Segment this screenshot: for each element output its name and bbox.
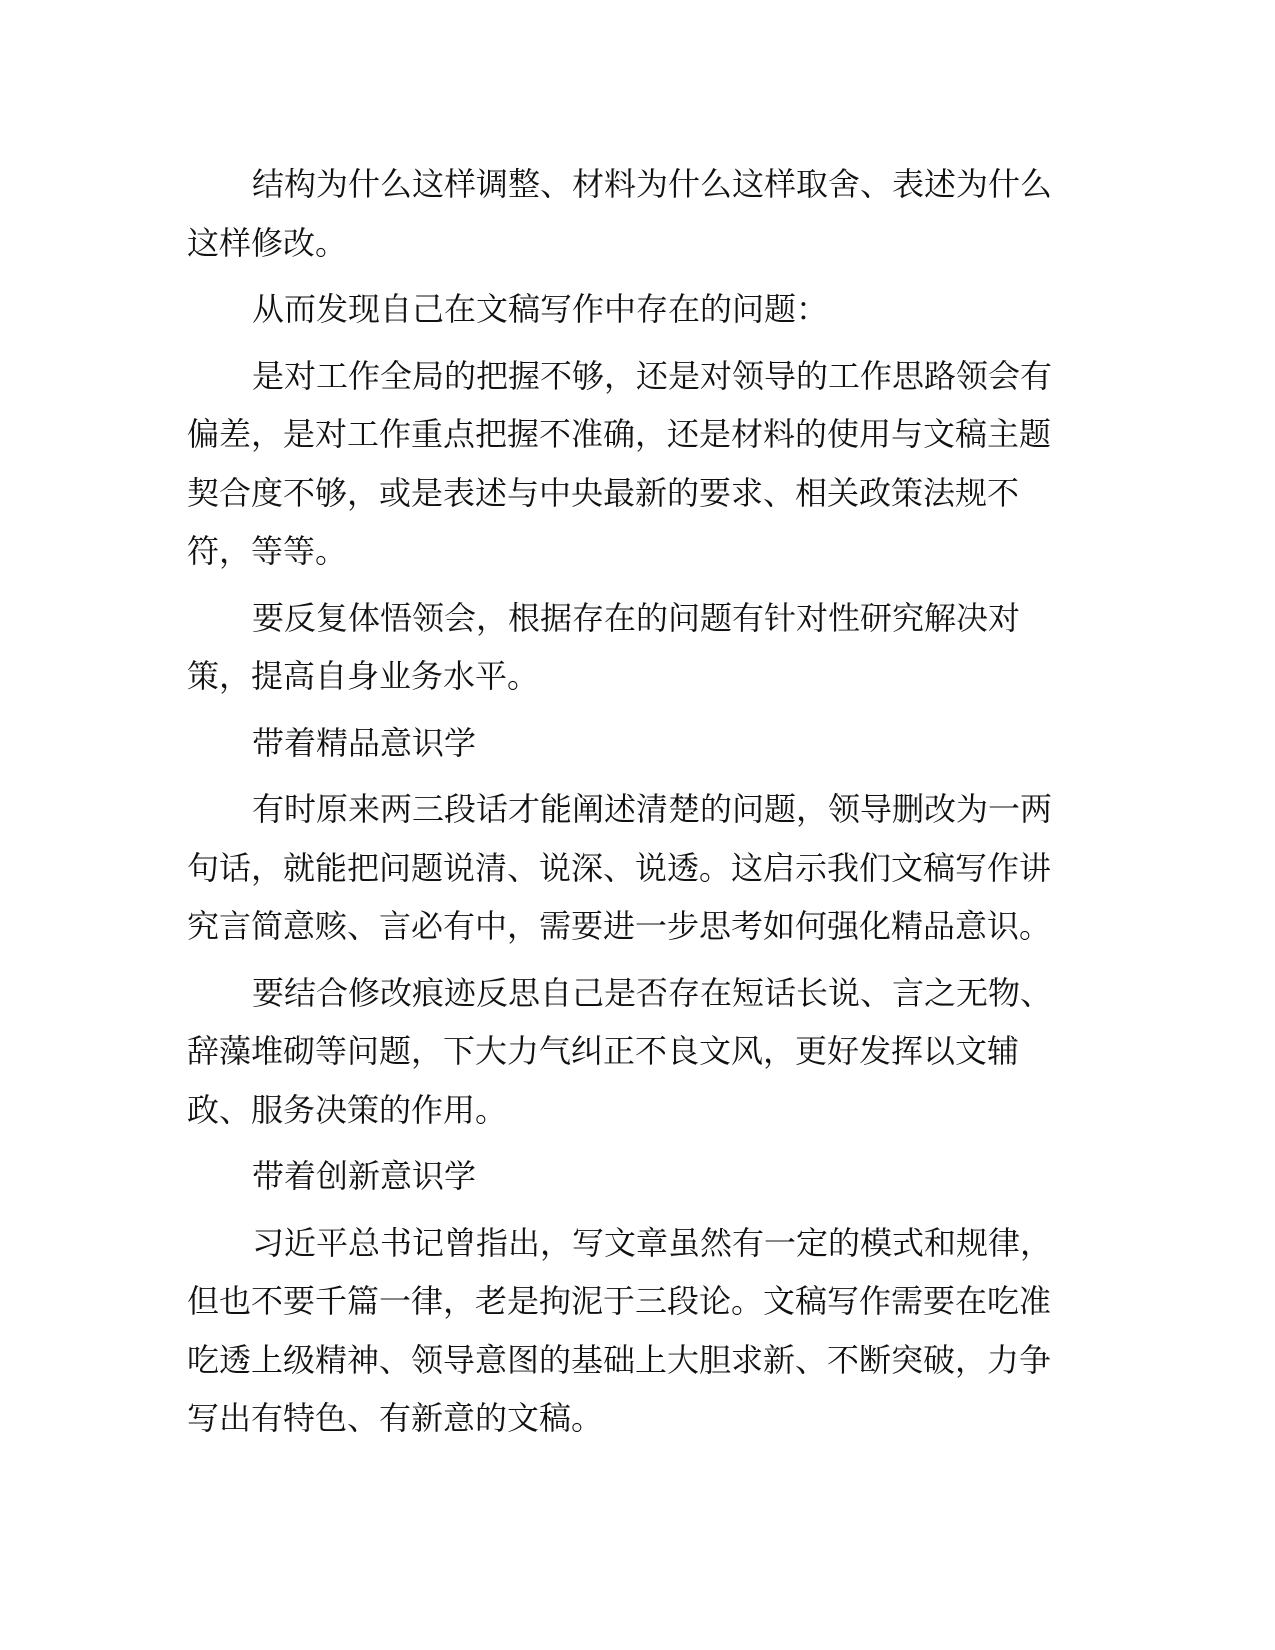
text-line: 要结合修改痕迹反思自己是否存在短话长说、言之无物、 — [252, 973, 1053, 1012]
paragraph — [187, 964, 1087, 1140]
section-heading — [187, 714, 1087, 773]
text-line: 结构为什么这样调整、材料为什么这样取舍、表述为什么 — [252, 165, 1053, 203]
paragraph — [187, 1214, 1087, 1448]
paragraph — [187, 280, 1087, 339]
text-line: 辞藻堆砌等问题，下大力气纠正不良文风，更好发挥以文辅 — [187, 1032, 1020, 1070]
paragraph — [187, 589, 1087, 706]
text-line: 是对工作全局的把握不够，还是对领导的工作思路领会有 — [252, 356, 1053, 395]
paragraph — [187, 155, 1087, 272]
text-line: 带着精品意识学 — [252, 723, 477, 762]
text-line: 这样修改。 — [187, 223, 348, 262]
text-line: 从而发现自己在文稿写作中存在的问题： — [252, 290, 829, 328]
text-line: 要反复体悟领会，根据存在的问题有针对性研究解决对 — [252, 598, 1021, 637]
text-line: 习近平总书记曾指出，写文章虽然有一定的模式和规律， — [252, 1223, 1053, 1262]
section-heading — [187, 1147, 1087, 1206]
text-line: 契合度不够，或是表述与中央最新的要求、相关政策法规不 — [187, 473, 1020, 512]
text-line: 究言简意赅、言必有中，需要进一步思考如何强化精品意识。 — [187, 907, 1052, 945]
text-line: 带着创新意识学 — [252, 1157, 477, 1195]
text-line: 政、服务决策的作用。 — [187, 1090, 508, 1129]
text-line: 符，等等。 — [187, 532, 348, 570]
text-line: 偏差，是对工作重点把握不准确，还是材料的使用与文稿主题 — [187, 415, 1052, 453]
text-line: 策，提高自身业务水平。 — [187, 657, 540, 695]
document-page — [187, 155, 1087, 1448]
text-line: 吃透上级精神、领导意图的基础上大胆求新、不断突破，力争 — [187, 1340, 1052, 1379]
text-line: 有时原来两三段话才能阐述清楚的问题，领导删改为一两 — [252, 790, 1053, 828]
text-line: 但也不要千篇一律，老是拘泥于三段论。文稿写作需要在吃准 — [187, 1282, 1052, 1320]
paragraph — [187, 780, 1087, 956]
paragraph — [187, 347, 1087, 581]
text-line: 写出有特色、有新意的文稿。 — [187, 1399, 604, 1437]
text-line: 句话，就能把问题说清、说深、说透。这启示我们文稿写作讲 — [187, 848, 1052, 887]
